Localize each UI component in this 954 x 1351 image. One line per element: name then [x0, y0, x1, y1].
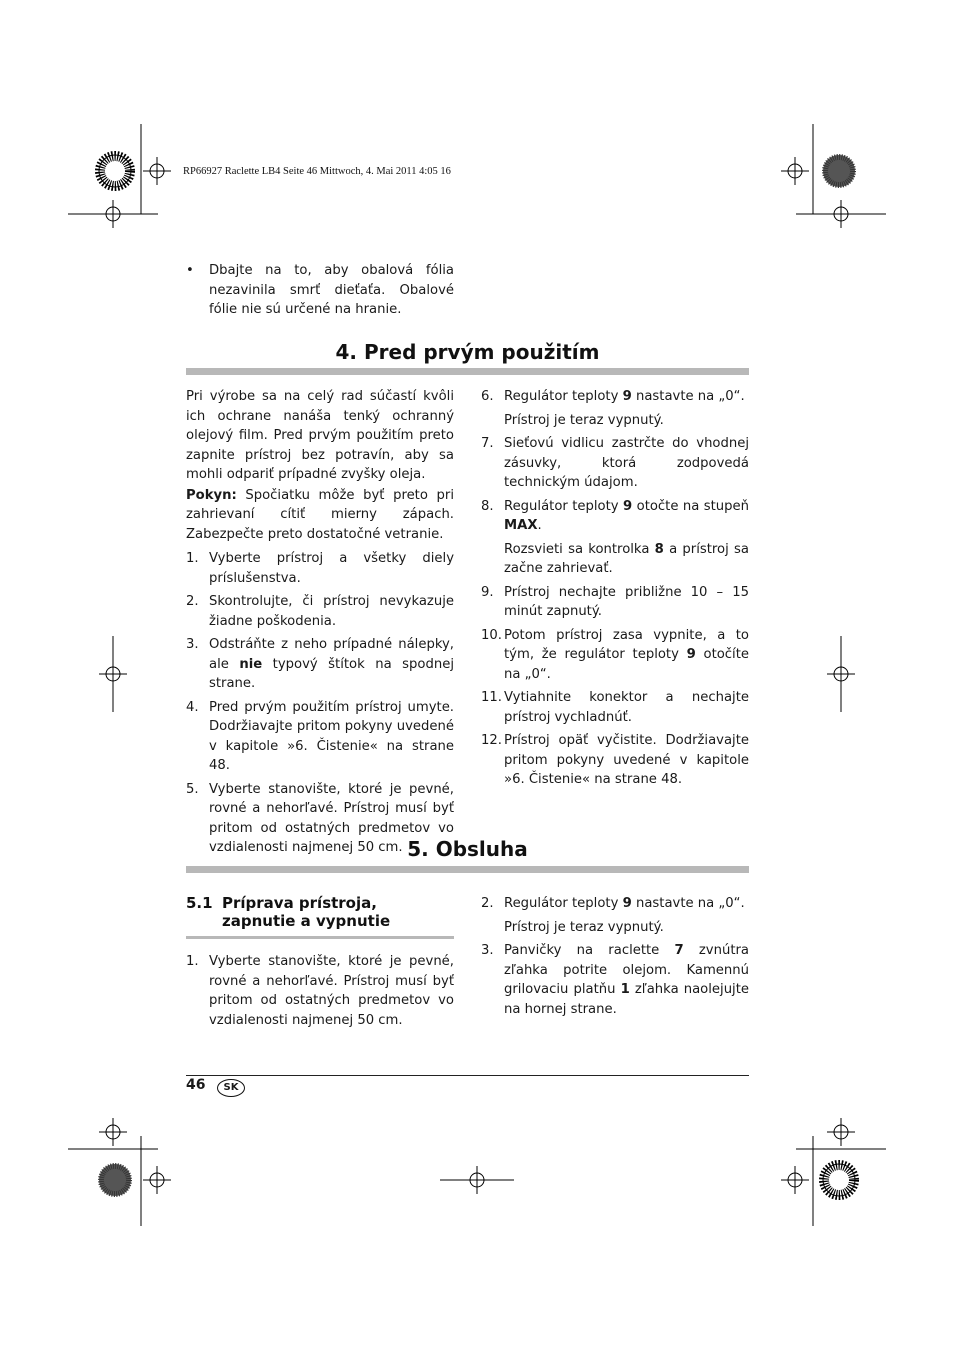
step-item: [481, 894, 749, 937]
subsection-title-text: Príprava prístroja, zapnutie a vypnutie: [222, 894, 391, 930]
section-4-intro-paragraph: Pri výrobe sa na celý rad súčastí kvôli ich ochrane nanáša tenký ochranný olejový film. Pred prvým použitím preto zapnite prístroj bez potravín, aby sa mohli odpariť prípadné zvyšky oleja.: [186, 389, 454, 482]
step-item: [481, 941, 749, 1019]
step-item: [481, 583, 749, 622]
step-text-bold: MAX: [504, 518, 538, 533]
step-text-part: Potom prístroj zasa vypnite, a to tým, že regulátor teploty: [504, 627, 749, 662]
registration-mark-tr: [781, 157, 809, 185]
step-item: [481, 387, 749, 430]
step-number: 7.: [481, 436, 494, 451]
step-text: Vyberte stanovište, ktoré je pevné, rovné a nehorľavé. Prístroj musí byť pritom od ostatných predmetov vo vzdialenosti najmenej 50 cm.: [209, 954, 454, 1028]
footer-rule: [186, 1075, 749, 1076]
step-item: [186, 952, 454, 1030]
step-text: [504, 941, 749, 1019]
registration-mark-tl2: [99, 200, 127, 228]
step-number: 6.: [481, 389, 494, 404]
step-number: 5.: [186, 781, 199, 797]
step-number: 9.: [481, 584, 494, 600]
dot-target-bl: [99, 1164, 131, 1196]
registration-mark-mr: [827, 660, 855, 688]
section-4-note: [186, 486, 454, 545]
section-4-title: 4. Pred prvým použitím: [335, 340, 600, 364]
star-target-br: [823, 1164, 855, 1196]
print-header-info: RP66927 Raclette LB4 Seite 46 Mittwoch, 4. Mai 2011 4:05 16: [183, 166, 451, 177]
step-text: [209, 635, 454, 694]
step-item: [481, 626, 749, 685]
step-item: [186, 549, 454, 588]
step-text-bold: 8: [654, 541, 664, 557]
registration-mark-bc: [440, 1166, 514, 1194]
section-4-rule: [186, 368, 749, 375]
step-number: 12.: [481, 733, 502, 748]
step-text: Sieťovú vidlicu zastrčte do vhodnej zásuvky, ktorá zodpovedá technickým údajom.: [504, 436, 749, 490]
step-item: [481, 731, 749, 790]
registration-mark-tr2: [827, 200, 855, 228]
section-5-right-column: [481, 894, 749, 1023]
page-number: 46: [186, 1077, 206, 1093]
section-5-title: 5. Obsluha: [407, 837, 528, 861]
step-item: [481, 434, 749, 493]
note-label: Pokyn:: [186, 487, 237, 503]
intro-bullet-text: Dbajte na to, aby obalová fólia nezavinila smrť dieťaťa. Obalové fólie nie sú určené na hranie.: [209, 263, 454, 317]
registration-mark-bl2: [143, 1166, 171, 1194]
note-text: Spočiatku môže byť preto pri zahrievaní cítiť mierny zápach. Zabezpečte preto dostatočné vetranie.: [186, 487, 454, 542]
step-item: [186, 592, 454, 631]
subsection-number: 5.1: [186, 894, 213, 912]
step-text-part: Regulátor teploty: [504, 896, 623, 911]
step-number: 2.: [186, 594, 199, 609]
step-text-bold: nie: [239, 656, 263, 672]
registration-mark-tl: [143, 157, 171, 185]
step-number: 1.: [186, 954, 199, 969]
step-number: 1.: [186, 551, 199, 566]
step-subtext: Prístroj je teraz vypnutý.: [504, 412, 664, 428]
step-text-part: zľahka naolejujte na hornej strane.: [504, 982, 750, 1017]
section-4-right-column: [481, 387, 749, 794]
subsection-5-1-title: [186, 894, 454, 930]
star-target-tl: [99, 155, 131, 187]
registration-mark-ml: [99, 660, 127, 688]
section-5-left-column: [186, 952, 454, 1034]
step-text: Vyberte stanovište, ktoré je pevné, rovné a nehorľavé. Prístroj musí byť pritom od ostatných predmetov vo vzdialenosti najmenej 50 cm.: [209, 781, 454, 855]
step-text: Vyberte prístroj a všetky diely príslušenstva.: [209, 551, 454, 586]
language-badge: SK: [217, 1079, 245, 1097]
step-item: [481, 688, 749, 727]
step-text-part: nastavte na „0“.: [631, 896, 745, 911]
step-text-part: Odstráňte z neho prípadné nálepky, ale: [209, 637, 454, 672]
step-text-bold: 7: [674, 943, 684, 958]
subsection-rule: [186, 936, 454, 939]
step-text-part: Regulátor teploty: [504, 389, 623, 404]
step-subtext: [504, 540, 749, 579]
step-text-part: a prístroj sa začne zahrievať.: [504, 541, 749, 576]
section-5-rule: [186, 866, 749, 873]
step-item: [186, 635, 454, 694]
step-number: 4.: [186, 699, 199, 715]
step-text-part: Rozsvieti sa kontrolka: [504, 541, 655, 557]
step-text: [504, 894, 749, 914]
bullet-icon: •: [186, 263, 194, 278]
step-text-part: nastavte na „0“.: [631, 389, 745, 404]
step-text-bold: 9: [622, 389, 632, 404]
step-text-part: otočíte na „0“.: [504, 647, 750, 682]
step-text-bold: 9: [623, 498, 633, 514]
step-text-part: Panvičky na raclette: [504, 943, 675, 958]
step-number: 3.: [186, 637, 199, 652]
step-text: Pred prvým použitím prístroj umyte. Dodržiavajte pritom pokyny uvedené v kapitole »6. Čistenie« na strane 48.: [209, 699, 454, 773]
step-text: [504, 387, 749, 407]
step-text-part: Regulátor teploty: [504, 498, 624, 514]
step-text-bold: 1: [620, 982, 630, 997]
step-text: Prístroj nechajte približne 10 – 15 minút zapnutý.: [504, 584, 749, 619]
step-text-bold: 9: [622, 896, 632, 911]
section-4-left-column: [186, 387, 454, 862]
step-text: Skontrolujte, či prístroj nevykazuje žiadne poškodenia.: [209, 594, 454, 629]
intro-bullet-item: [186, 261, 454, 320]
registration-mark-bl: [99, 1118, 127, 1146]
step-number: 11.: [481, 690, 502, 705]
registration-mark-br2: [781, 1166, 809, 1194]
step-number: 3.: [481, 943, 494, 958]
step-number: 10.: [481, 627, 502, 643]
step-text-part: typový štítok na spodnej strane.: [209, 656, 454, 691]
step-subtext: Prístroj je teraz vypnutý.: [504, 919, 664, 935]
registration-mark-br: [827, 1118, 855, 1146]
step-text: [504, 626, 749, 685]
step-text-part: .: [537, 518, 542, 533]
step-text-bold: 9: [686, 647, 696, 662]
step-text: Vytiahnite konektor a nechajte prístroj vychladnúť.: [504, 690, 749, 725]
step-text-part: otočte na stupeň: [632, 498, 749, 514]
step-text: Prístroj opäť vyčistite. Dodržiavajte pritom pokyny uvedené v kapitole »6. Čistenie« na strane 48.: [504, 733, 749, 787]
step-number: 8.: [481, 498, 494, 514]
step-text-part: zvnútra zľahka potrite olejom. Kamennú grilovaciu platňu: [504, 943, 749, 997]
dot-target-tr: [823, 155, 855, 187]
step-text: [504, 497, 749, 536]
step-item: [481, 497, 749, 579]
step-item: [186, 698, 454, 776]
step-number: 2.: [481, 896, 494, 911]
